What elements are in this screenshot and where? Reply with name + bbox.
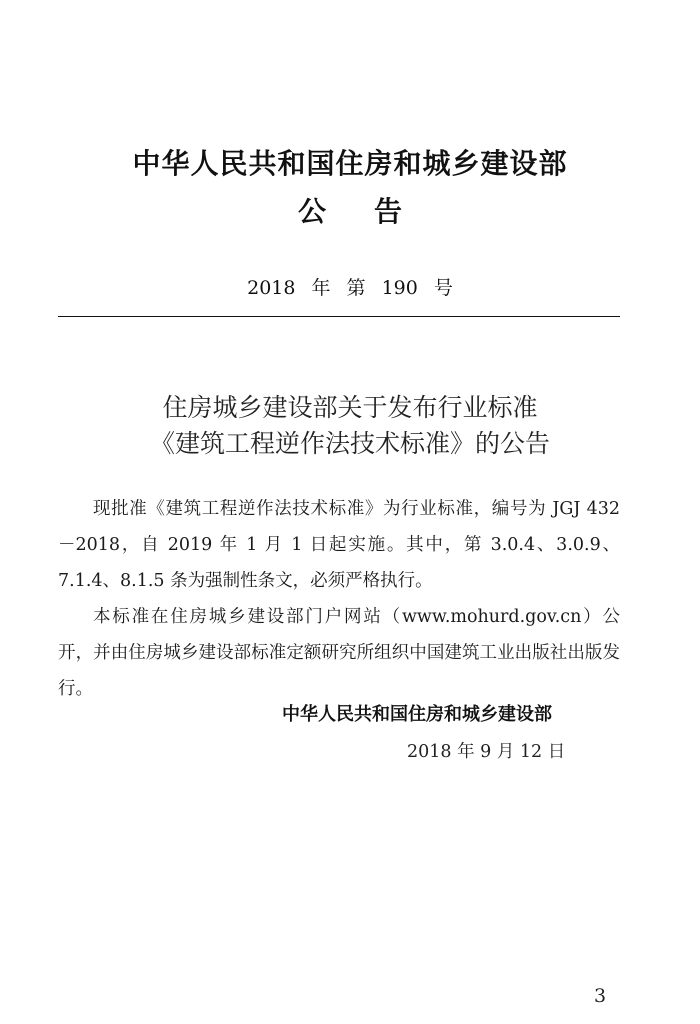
document-number: 2018 年 第 190 号 [247, 277, 453, 299]
issuing-organization-heading: 中华人民共和国住房和城乡建设部 [132, 147, 568, 180]
notice-title-line-1: 住房城乡建设部关于发布行业标准 [162, 393, 538, 422]
page-number: 3 [594, 985, 607, 1007]
signature-date: 2018 年 9 月 12 日 [407, 742, 566, 762]
signature-organization: 中华人民共和国住房和城乡建设部 [282, 704, 552, 725]
notice-body [58, 491, 620, 707]
body-paragraph-1: 现批准《建筑工程逆作法技术标准》为行业标准，编号为 JGJ 432－2018，自 2019 年 1 月 1 日起实施。其中，第 3.0.4、3.0.9、7.1.4、8.1.5 条为强制性条文，必须严格执行。 [58, 499, 620, 591]
document-type-heading: 公告 [297, 195, 450, 228]
body-paragraph-2: 本标准在住房城乡建设部门户网站（www.mohurd.gov.cn）公开，并由住房城乡建设部标准定额研究所组织中国建筑工业出版社出版发行。 [58, 607, 620, 699]
header-divider [58, 316, 620, 317]
notice-title-line-2: 《建筑工程逆作法技术标准》的公告 [149, 429, 550, 458]
